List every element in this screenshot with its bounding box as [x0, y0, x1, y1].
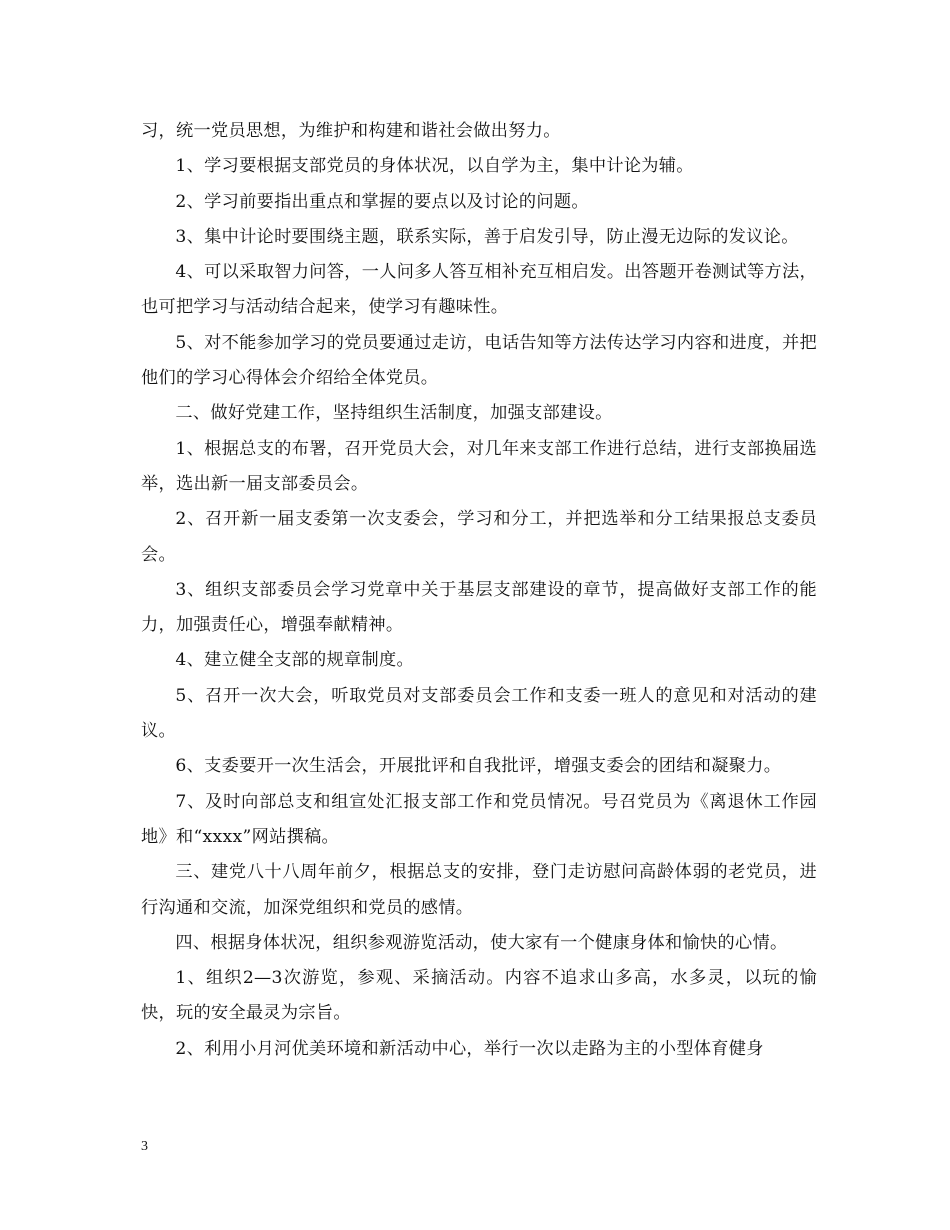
section-heading-two: 二、做好党建工作，坚持组织生活制度，加强支部建设。	[175, 403, 613, 424]
paragraph-party-item-3: 3、组织支部委员会学习党章中关于基层支部建设的章节，提高做好支部工作的能力，加强责任心，增强奉献精神。	[141, 579, 817, 636]
page-number: 3	[141, 1139, 148, 1154]
paragraph-party-item-4: 4、建立健全支部的规章制度。	[175, 650, 414, 671]
paragraph-party-item-6: 6、支委要开一次生活会，开展批评和自我批评，增强支委会的团结和凝聚力。	[175, 756, 782, 777]
section-heading-three: 三、建党八十八周年前夕，根据总支的安排，登门走访慰问高龄体弱的老党员，进行沟通和交流，加深党组织和党员的感情。	[141, 862, 817, 918]
paragraph-study-item-3: 3、集中计论时要围绕主题，联系实际，善于启发引导，防止漫无边际的发议论。	[175, 226, 799, 247]
paragraph-activity-item-1: 1、组织2—3次游览，参观、采摘活动。内容不追求山多高，水多灵，以玩的愉快，玩的安全最灵为宗旨。	[141, 968, 817, 1024]
paragraph-study-item-5: 5、对不能参加学习的党员要通过走访，电话告知等方法传达学习内容和进度，并把他们的学习心得体会介绍给全体党员。	[141, 332, 817, 389]
paragraph-party-item-2: 2、召开新一届支委第一次支委会，学习和分工，并把选举和分工结果报总支委员会。	[141, 509, 817, 565]
paragraph-study-item-2: 2、学习前要指出重点和掌握的要点以及讨论的问题。	[175, 191, 589, 212]
paragraph-continuation: 习，统一党员思想，为维护和构建和谐社会做出努力。	[141, 121, 561, 141]
paragraph-party-item-1: 1、根据总支的布署，召开党员大会，对几年来支部工作进行总结，进行支部换届选举，选出新一届支部委员会。	[141, 438, 817, 494]
document-body	[141, 114, 817, 1067]
paragraph-activity-item-2: 2、利用小月河优美环境和新活动中心，举行一次以走路为主的小型体育健身	[175, 1038, 764, 1059]
paragraph-party-item-7: 7、及时向部总支和组宣处汇报支部工作和党员情况。号召党员为《离退休工作园地》和“xxxx”网站撰稿。	[141, 791, 817, 847]
section-heading-four: 四、根据身体状况，组织参观游览活动，使大家有一个健康身体和愉快的心情。	[175, 932, 788, 953]
paragraph-study-item-1: 1、学习要根据支部党员的身体状况，以自学为主，集中计论为辅。	[175, 156, 694, 177]
paragraph-study-item-4: 4、可以采取智力问答，一人问多人答互相补充互相启发。出答题开卷测试等方法，也可把学习与活动结合起来，使学习有趣味性。	[141, 262, 817, 318]
paragraph-party-item-5: 5、召开一次大会，听取党员对支部委员会工作和支委一班人的意见和对活动的建议。	[141, 685, 817, 742]
